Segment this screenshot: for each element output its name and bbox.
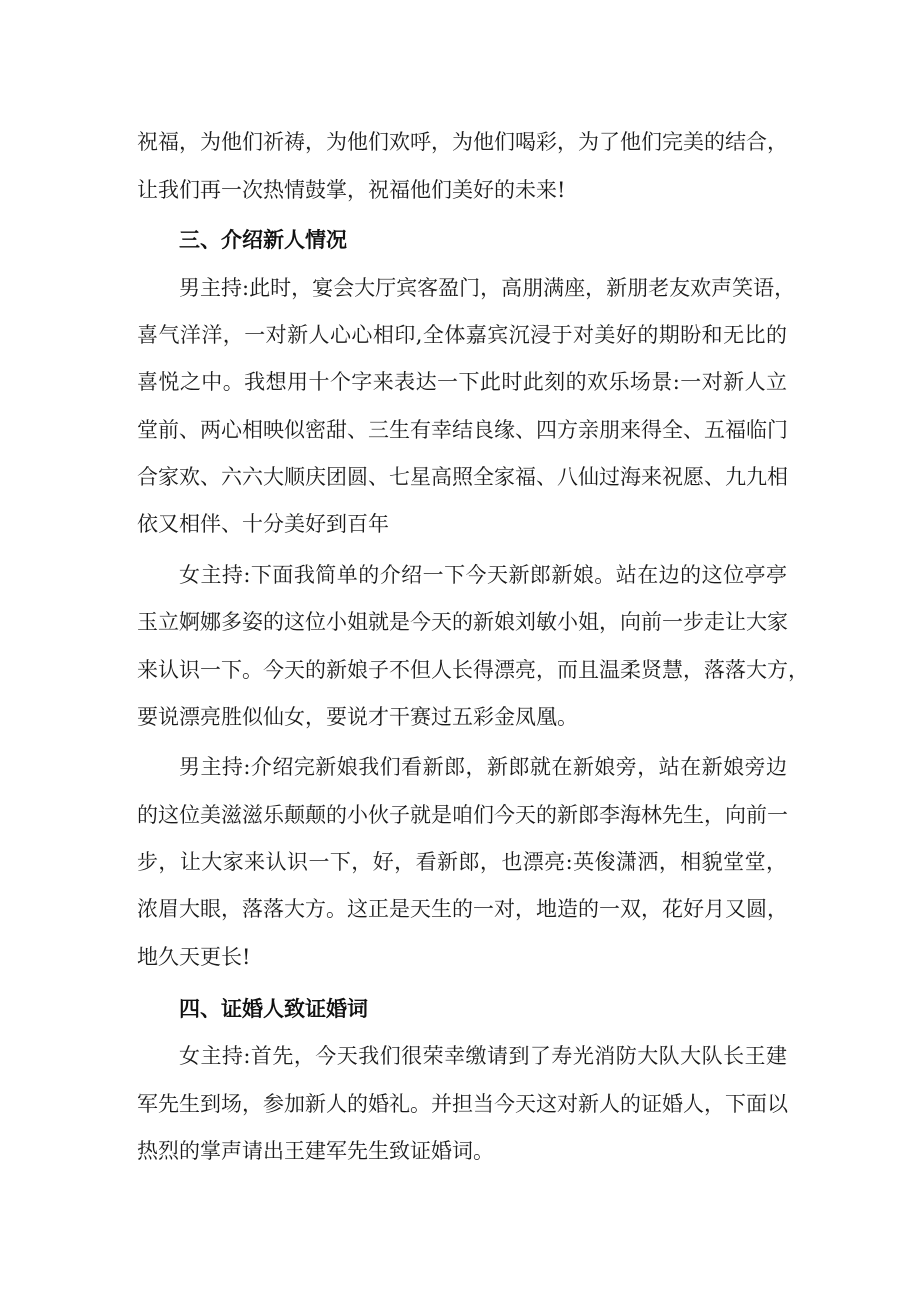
paragraph-line: 依又相伴、十分美好到百年: [137, 512, 389, 536]
paragraph-line: 喜气洋洋，一对新人心心相印,全体嘉宾沉浸于对美好的期盼和无比的: [137, 323, 787, 347]
section-heading: 四、证婚人致证婚词: [179, 997, 368, 1021]
paragraph-line: 热烈的掌声请出王建军先生致证婚词。: [137, 1139, 494, 1163]
paragraph-line: 步，让大家来认识一下，好，看新郎，也漂亮:英俊潇洒，相貌堂堂，: [137, 850, 787, 874]
paragraph-line: 男主持:此时，宴会大厅宾客盈门，高朋满座，新朋老友欢声笑语，: [179, 276, 796, 300]
paragraph-line: 玉立婀娜多姿的这位小姐就是今天的新娘刘敏小姐，向前一步走让大家: [137, 610, 788, 634]
paragraph-line: 要说漂亮胜似仙女，要说才干赛过五彩金凤凰。: [137, 705, 578, 729]
paragraph-line: 喜悦之中。我想用十个字来表达一下此时此刻的欢乐场景:一对新人立: [137, 370, 787, 394]
paragraph-line: 祝福，为他们祈祷，为他们欢呼，为他们喝彩，为了他们完美的结合，: [137, 130, 788, 154]
paragraph-line: 让我们再一次热情鼓掌，祝福他们美好的未来!: [137, 178, 566, 202]
paragraph-line: 女主持:首先，今天我们很荣幸缴请到了寿光消防大队大队长王建: [179, 1044, 787, 1068]
paragraph-line: 的这位美滋滋乐颠颠的小伙子就是咱们今天的新郎李海林先生，向前一: [137, 803, 788, 827]
paragraph-line: 来认识一下。今天的新娘子不但人长得漂亮，而且温柔贤慧，落落大方，: [137, 658, 809, 682]
paragraph-line: 女主持:下面我简单的介绍一下今天新郎新娘。站在边的这位亭亭: [179, 563, 787, 587]
paragraph-line: 合家欢、六六大顺庆团圆、七星高照全家福、八仙过海来祝愿、九九相: [137, 465, 788, 489]
paragraph-line: 浓眉大眼，落落大方。这正是天生的一对，地造的一双，花好月又圆，: [137, 897, 788, 921]
section-heading: 三、介绍新人情况: [179, 228, 347, 252]
paragraph-line: 地久天更长!: [137, 945, 251, 969]
paragraph-line: 堂前、两心相映似密甜、三生有幸结良缘、四方亲朋来得全、五福临门: [137, 418, 788, 442]
paragraph-line: 军先生到场，参加新人的婚礼。并担当今天这对新人的证婚人，下面以: [137, 1092, 788, 1116]
paragraph-line: 男主持:介绍完新娘我们看新郎，新郎就在新娘旁，站在新娘旁边: [179, 755, 787, 779]
